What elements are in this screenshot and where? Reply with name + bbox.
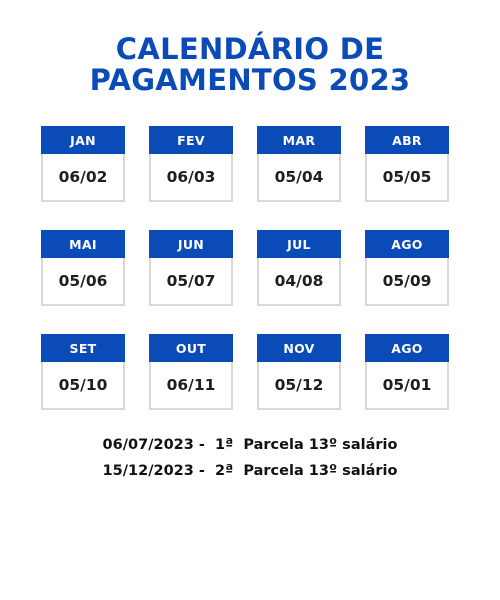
payment-date: 05/12	[274, 376, 324, 394]
title-line-2: PAGAMENTOS 2023	[89, 63, 411, 97]
month-card-jan	[41, 126, 125, 202]
month-card-mai	[41, 230, 125, 306]
month-label: ABR	[365, 126, 449, 154]
title-line-1: CALENDÁRIO DE	[115, 32, 385, 66]
month-card-set	[41, 334, 125, 410]
month-card-ago-2	[365, 334, 449, 410]
month-card-out	[149, 334, 233, 410]
month-label: MAR	[257, 126, 341, 154]
note-second-installment: 15/12/2023 - 2ª Parcela 13º salário	[102, 463, 398, 479]
month-label: SET	[41, 334, 125, 362]
month-label: JUL	[257, 230, 341, 258]
month-card-jun	[149, 230, 233, 306]
month-label: OUT	[149, 334, 233, 362]
payment-date: 06/11	[166, 376, 216, 394]
page-title	[0, 34, 500, 96]
note-first-installment: 06/07/2023 - 1ª Parcela 13º salário	[102, 437, 398, 453]
month-card-abr	[365, 126, 449, 202]
payment-date: 06/03	[166, 168, 216, 186]
month-label: FEV	[149, 126, 233, 154]
month-card-jul	[257, 230, 341, 306]
payment-date: 05/07	[166, 272, 216, 290]
payment-date: 05/10	[58, 376, 108, 394]
month-label: MAI	[41, 230, 125, 258]
thirteenth-salary-notes	[0, 432, 500, 484]
payment-date: 06/02	[58, 168, 108, 186]
payment-date: 05/05	[382, 168, 432, 186]
month-label: JUN	[149, 230, 233, 258]
payment-date: 05/01	[382, 376, 432, 394]
month-card-fev	[149, 126, 233, 202]
month-card-nov	[257, 334, 341, 410]
payment-calendar-grid	[41, 126, 451, 410]
month-label: NOV	[257, 334, 341, 362]
month-card-mar	[257, 126, 341, 202]
payment-date: 05/09	[382, 272, 432, 290]
month-label: AGO	[365, 334, 449, 362]
month-card-ago	[365, 230, 449, 306]
payment-date: 04/08	[274, 272, 324, 290]
month-label: AGO	[365, 230, 449, 258]
payment-date: 05/06	[58, 272, 108, 290]
month-label: JAN	[41, 126, 125, 154]
payment-date: 05/04	[274, 168, 324, 186]
